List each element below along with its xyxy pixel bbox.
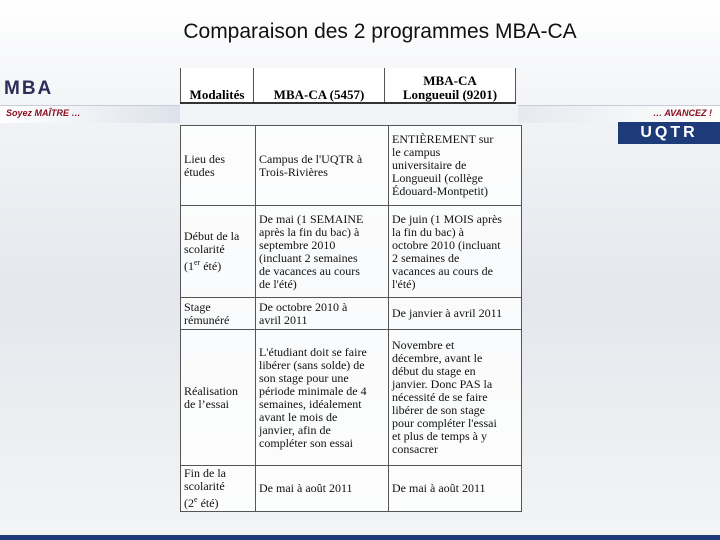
cell-5457-essai: L'étudiant doit se faire libérer (sans solde) de son stage pour une période minimale de 4 semaines, idéalement avant le mois de janvier, afin de compléter son essai [256,330,389,466]
uqtr-logo: UQTR [618,122,720,144]
row-label-fin: Fin de la scolarité (2e été) [181,466,256,512]
table-row [181,206,522,298]
row-label-essai: Réalisation de l’essai [181,330,256,466]
table-row [181,330,522,466]
row-label-debut: Début de la scolarité (1er été) [181,206,256,298]
slide-title: Comparaison des 2 programmes MBA-CA [183,20,577,43]
table-row [181,298,522,330]
table-row [181,126,522,206]
cell-9201-stage: De janvier à avril 2011 [389,298,522,330]
row-label-lieu: Lieu des études [181,126,256,206]
comparison-table [180,125,522,512]
cell-9201-debut: De juin (1 MOIS après la fin du bac) à octobre 2010 (incluant 2 semaines de vacances au cours de l'été) [389,206,522,298]
header-row [181,68,516,103]
cell-5457-debut: De mai (1 SEMAINE après la fin du bac) à septembre 2010 (incluant 2 semaines de vacances au cours de l'été) [256,206,389,298]
header-mba-ca-longueuil: MBA-CA Longueuil (9201) [385,68,516,103]
header-modalites: Modalités [181,68,254,103]
header-mba-ca-5457: MBA-CA (5457) [254,68,385,103]
right-tagline: … AVANCEZ ! [653,108,712,118]
cell-9201-fin: De mai à août 2011 [389,466,522,512]
left-tagline: Soyez MAÎTRE … [6,108,81,118]
cell-9201-lieu: ENTIÈREMENT sur le campus universitaire de Longueuil (collège Édouard-Montpetit) [389,126,522,206]
mba-logo: MBA [4,78,54,99]
comparison-table-header [180,68,516,104]
cell-5457-lieu: Campus de l'UQTR à Trois-Rivières [256,126,389,206]
bottom-accent-bar [0,535,720,540]
cell-5457-stage: De octobre 2010 à avril 2011 [256,298,389,330]
cell-5457-fin: De mai à août 2011 [256,466,389,512]
row-label-stage: Stage rémunéré [181,298,256,330]
table-row [181,466,522,512]
cell-9201-essai: Novembre et décembre, avant le début du stage en janvier. Donc PAS la nécessité de se faire libérer de son stage pour compléter l'essai et plus de temps à y consacrer [389,330,522,466]
